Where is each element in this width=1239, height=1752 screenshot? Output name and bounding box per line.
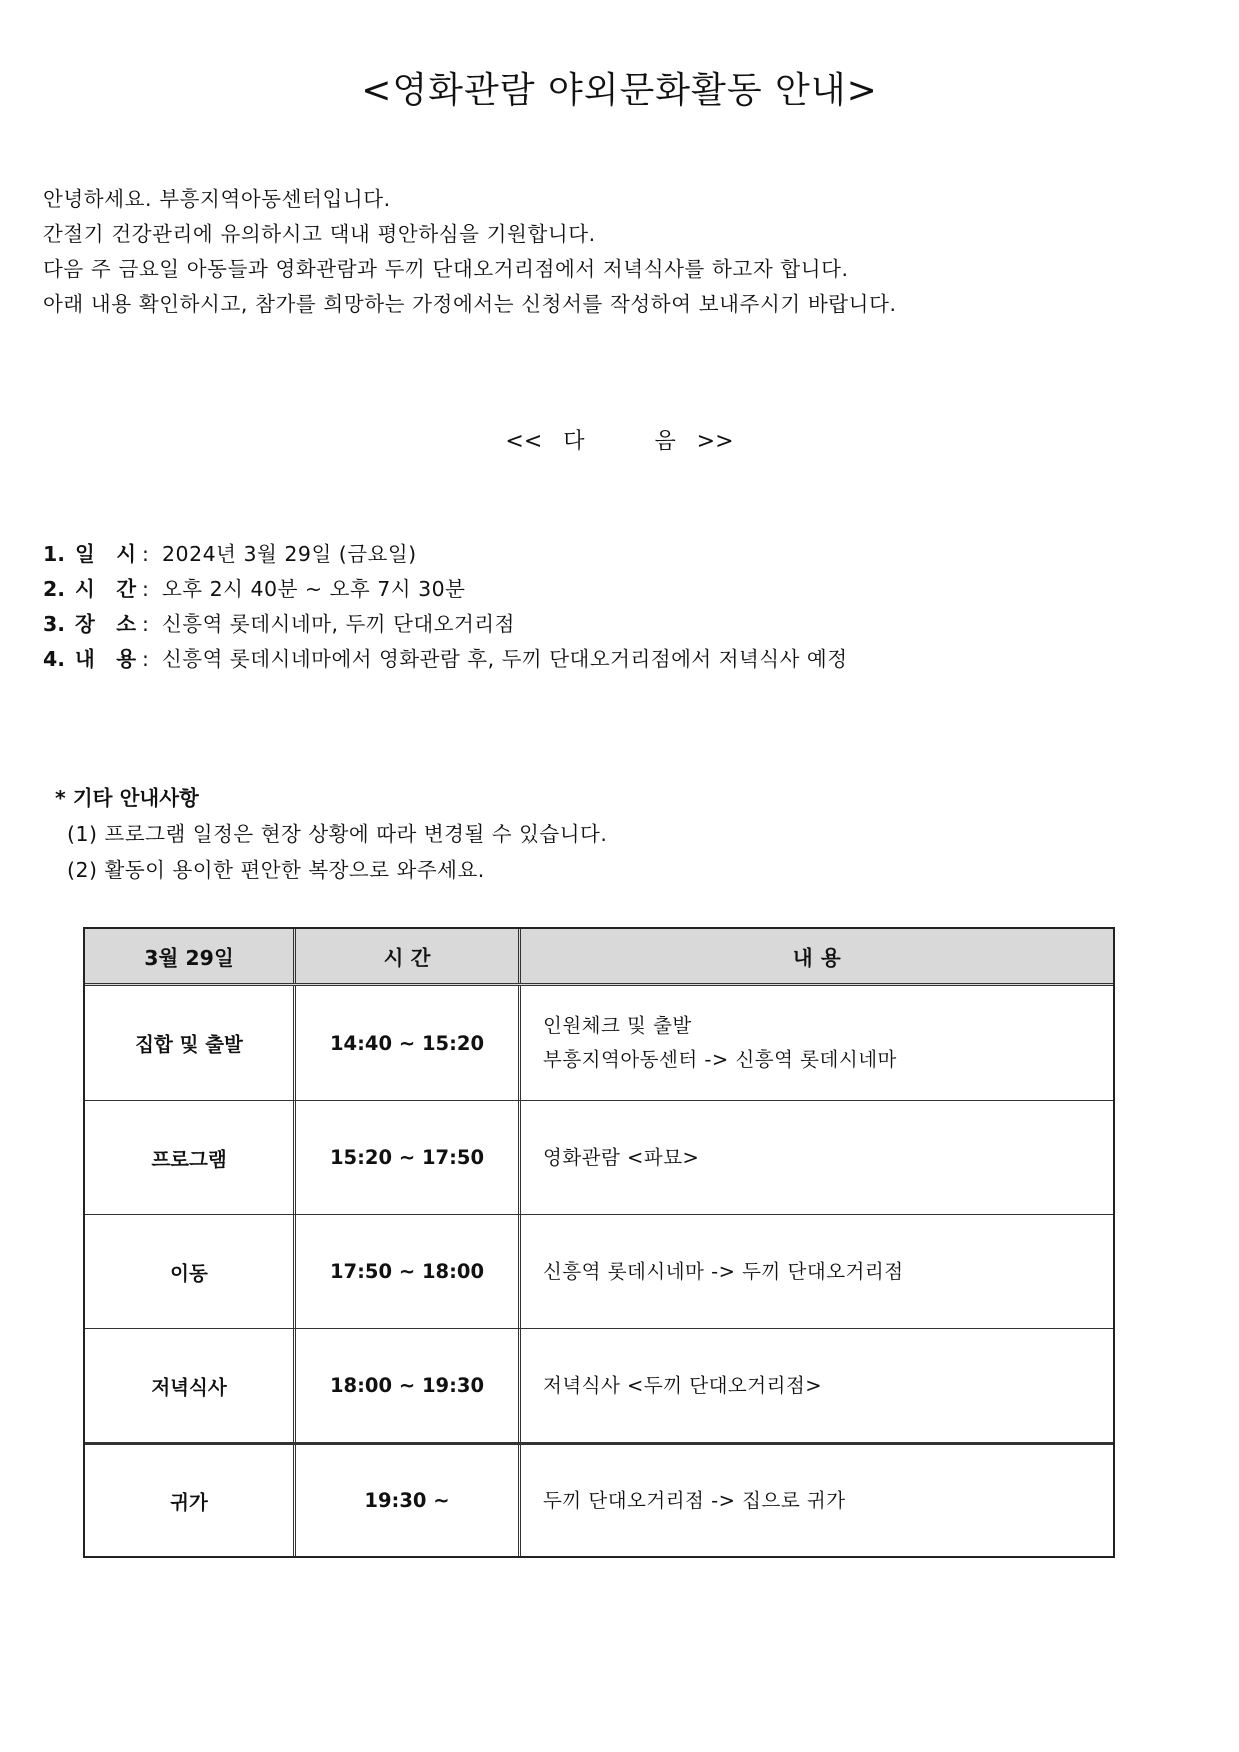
detail-colon: :	[142, 647, 149, 671]
detail-label: 시 간	[75, 577, 137, 601]
detail-value: 오후 2시 40분 ~ 오후 7시 30분	[162, 577, 466, 601]
header-time: 시 간	[296, 929, 521, 983]
detail-place	[43, 607, 848, 642]
row-content	[521, 1101, 1113, 1214]
detail-time	[43, 572, 848, 607]
row-activity: 집합 및 출발	[85, 986, 296, 1100]
table-row	[85, 986, 1113, 1101]
event-details	[43, 537, 848, 677]
notice-heading: << 다 음 >>	[505, 429, 734, 454]
content-line: 저녁식사 <두끼 단대오거리점>	[543, 1373, 823, 1397]
header-date: 3월 29일	[85, 929, 296, 983]
detail-value: 2024년 3월 29일 (금요일)	[162, 542, 417, 566]
detail-value: 신흥역 롯데시네마에서 영화관람 후, 두끼 단대오거리점에서 저녁식사 예정	[162, 647, 848, 671]
detail-date	[43, 537, 848, 572]
greeting-line: 다음 주 금요일 아동들과 영화관람과 두끼 단대오거리점에서 저녁식사를 하고자 합니다.	[43, 257, 849, 281]
extra-note-item: (1) 프로그램 일정은 현장 상황에 따라 변경될 수 있습니다.	[67, 822, 608, 846]
row-activity: 이동	[85, 1215, 296, 1328]
extra-notes-heading: * 기타 안내사항	[55, 786, 199, 810]
row-content	[521, 986, 1113, 1100]
greeting-line: 간절기 건강관리에 유의하시고 댁내 평안하심을 기원합니다.	[43, 222, 596, 246]
greeting-paragraph	[43, 182, 897, 322]
table-row	[85, 1329, 1113, 1443]
detail-number: 2.	[43, 577, 66, 601]
table-header-row	[85, 929, 1113, 986]
detail-label: 장 소	[75, 612, 137, 636]
row-time: 15:20 ~ 17:50	[296, 1101, 521, 1214]
row-activity: 귀가	[85, 1445, 296, 1556]
row-content	[521, 1445, 1113, 1556]
content-line: 두끼 단대오거리점 -> 집으로 귀가	[543, 1488, 846, 1512]
row-content	[521, 1329, 1113, 1442]
detail-value: 신흥역 롯데시네마, 두끼 단대오거리점	[162, 612, 515, 636]
detail-label: 일 시	[75, 542, 137, 566]
row-content	[521, 1215, 1113, 1328]
detail-colon: :	[142, 542, 149, 566]
detail-number: 1.	[43, 542, 66, 566]
detail-number: 4.	[43, 647, 66, 671]
detail-colon: :	[142, 612, 149, 636]
extra-note-item: (2) 활동이 용이한 편안한 복장으로 와주세요.	[67, 858, 485, 882]
page-title: <영화관람 야외문화활동 안내>	[361, 70, 878, 111]
table-row	[85, 1443, 1113, 1556]
schedule-table	[83, 927, 1115, 1558]
content-line: 신흥역 롯데시네마 -> 두끼 단대오거리점	[543, 1259, 904, 1283]
greeting-line: 아래 내용 확인하시고, 참가를 희망하는 가정에서는 신청서를 작성하여 보내주시기 바랍니다.	[43, 292, 897, 316]
table-row	[85, 1101, 1113, 1215]
row-time: 18:00 ~ 19:30	[296, 1329, 521, 1442]
content-line: 영화관람 <파묘>	[543, 1145, 700, 1169]
row-time: 17:50 ~ 18:00	[296, 1215, 521, 1328]
row-activity: 저녁식사	[85, 1329, 296, 1442]
detail-number: 3.	[43, 612, 66, 636]
greeting-line: 안녕하세요. 부흥지역아동센터입니다.	[43, 187, 391, 211]
detail-content	[43, 642, 848, 677]
content-line: 인원체크 및 출발	[543, 1014, 692, 1037]
detail-label: 내 용	[75, 647, 137, 671]
row-time: 14:40 ~ 15:20	[296, 986, 521, 1100]
detail-colon: :	[142, 577, 149, 601]
extra-notes	[55, 780, 607, 888]
row-activity: 프로그램	[85, 1101, 296, 1214]
content-line: 부흥지역아동센터 -> 신흥역 롯데시네마	[543, 1048, 897, 1071]
table-row	[85, 1215, 1113, 1329]
header-content: 내 용	[792, 946, 842, 970]
row-time: 19:30 ~	[296, 1445, 521, 1556]
